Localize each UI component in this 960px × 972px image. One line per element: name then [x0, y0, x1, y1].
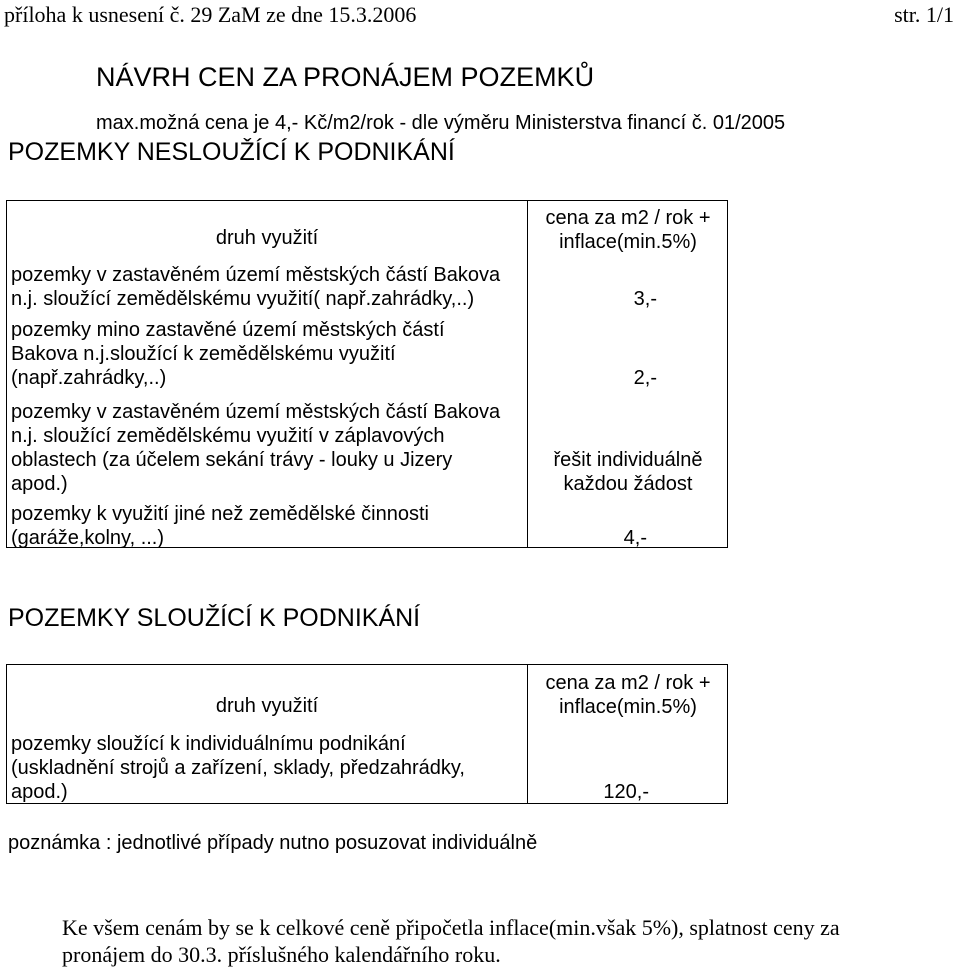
- footer-paragraph: Ke všem cenám by se k celkové ceně připočetla inflace(min.však 5%), splatnost ceny za pronájem do 30.3. příslušného kalendářního roku.: [62, 915, 840, 967]
- table-row-price: 2,-: [633, 367, 657, 389]
- price-table-business: [6, 664, 728, 804]
- column-header-usage: druh využití: [215, 695, 319, 717]
- page-subtitle: max.možná cena je 4,- Kč/m2/rok - dle výměru Ministerstva financí č. 01/2005: [96, 112, 786, 134]
- table-row-price: 3,-: [633, 288, 657, 310]
- table-row-price: 120,-: [603, 781, 649, 803]
- column-header-price: cena za m2 / rok + inflace(min.5%): [545, 207, 711, 253]
- table-row-usage: pozemky v zastavěném území městských částí Bakova n.j. sloužící zemědělskému využití( např.zahrádky,..): [11, 264, 501, 310]
- table-row-price: řešit individuálně každou žádost: [553, 449, 703, 495]
- column-header-price: cena za m2 / rok + inflace(min.5%): [545, 672, 711, 718]
- section-heading-non-business: POZEMKY NESLOUŽÍCÍ K PODNIKÁNÍ: [8, 138, 455, 166]
- table-row-usage: pozemky mino zastavěné území městských částí Bakova n.j.sloužící k zemědělskému využití (např.zahrádky,..): [11, 319, 445, 389]
- table-row-usage: pozemky v zastavěném území městských částí Bakova n.j. sloužící zemědělskému využití v záplavových oblastech (za účelem sekání trávy - louky u Jizery apod.): [11, 401, 501, 495]
- page-number: str. 1/1: [894, 2, 954, 27]
- remark: poznámka : jednotlivé případy nutno posuzovat individuálně: [8, 832, 538, 854]
- table-row-usage: pozemky sloužící k individuálnímu podnikání (uskladnění strojů a zařízení, sklady, předzahrádky, apod.): [11, 733, 465, 803]
- document-reference: příloha k usnesení č. 29 ZaM ze dne 15.3.2006: [4, 2, 417, 27]
- table-row-usage: pozemky k využití jiné než zemědělské činnosti (garáže,kolny, ...): [11, 503, 429, 549]
- table-row-price: 4,-: [623, 527, 647, 549]
- page-title: NÁVRH CEN ZA PRONÁJEM POZEMKŮ: [96, 62, 595, 92]
- column-header-usage: druh využití: [215, 227, 319, 249]
- price-table-non-business: [6, 200, 728, 548]
- section-heading-business: POZEMKY SLOUŽÍCÍ K PODNIKÁNÍ: [8, 604, 421, 632]
